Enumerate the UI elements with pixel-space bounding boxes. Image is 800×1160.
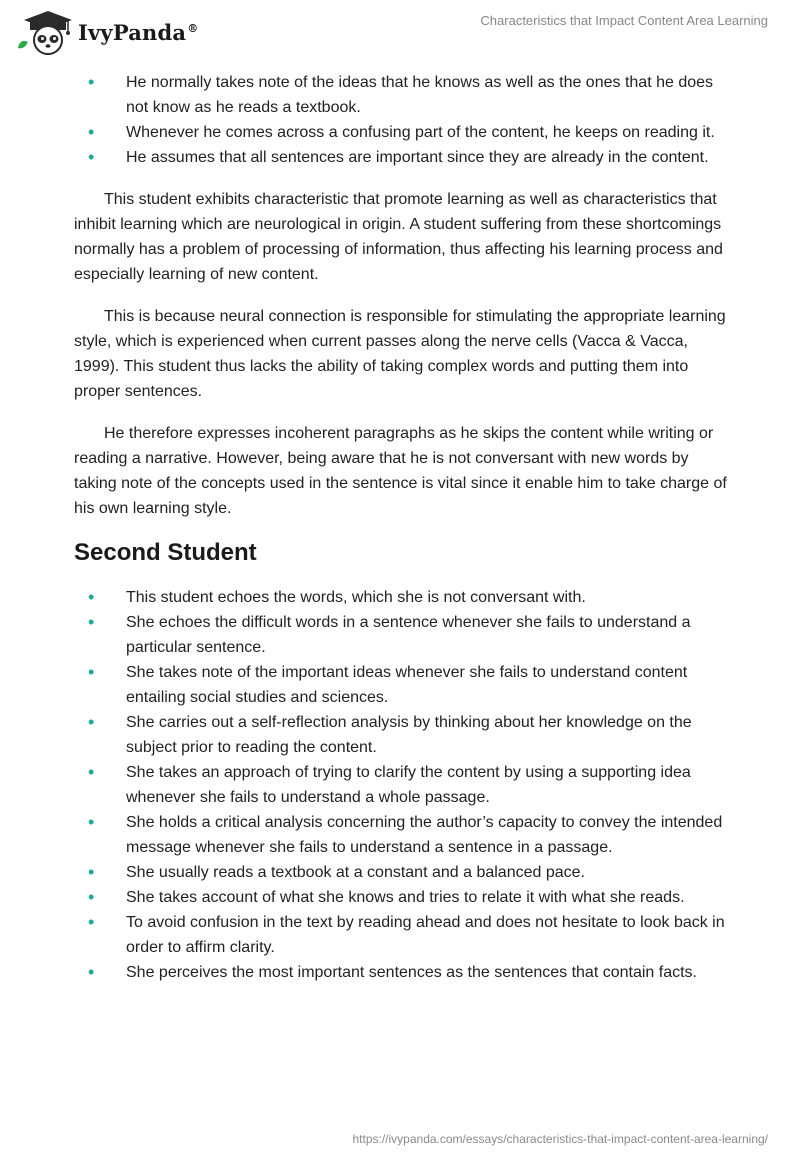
bullet-icon: • xyxy=(88,122,95,142)
bullet-icon: • xyxy=(88,862,95,882)
section-heading: Second Student xyxy=(74,539,257,566)
list-item: • She holds a critical analysis concerning the author’s capacity to convey the intended message whenever she fails to understand a sentence in a passage. xyxy=(88,812,723,856)
bullet-icon: • xyxy=(88,72,95,92)
list-item: • He normally takes note of the ideas that he knows as well as the ones that he does not know as he reads a textbook. xyxy=(88,72,714,116)
list-item: • She echoes the difficult words in a sentence whenever she fails to understand a particular sentence. xyxy=(88,612,691,656)
list-item: • She usually reads a textbook at a constant and a balanced pace. xyxy=(74,860,734,885)
paragraph: He therefore expresses incoherent paragraphs as he skips the content while writing or reading a narrative. However, being aware that he is not conversant with new words by taking note of the concepts used in the sentence is vital since it enable him to take charge of his own learning style. xyxy=(74,425,727,517)
second-student-list xyxy=(74,585,734,985)
paragraph: This student exhibits characteristic that promote learning as well as characteristics that inhibit learning which are neurological in origin. A student suffering from these shortcomings normally has a problem of processing of information, thus affecting his learning process and especially learning of new content. xyxy=(74,191,723,283)
bullet-icon: • xyxy=(88,587,95,607)
list-item: • She takes account of what she knows and tries to relate it with what she reads. xyxy=(74,885,734,910)
list-item: • She takes an approach of trying to clarify the content by using a supporting idea whenever she fails to understand a whole passage. xyxy=(88,762,691,806)
bullet-icon: • xyxy=(88,912,95,932)
bullet-icon: • xyxy=(88,612,95,632)
list-item: • She takes note of the important ideas whenever she fails to understand content entailing social studies and sciences. xyxy=(88,662,688,706)
first-student-list xyxy=(74,70,734,170)
essay-body xyxy=(74,70,734,985)
list-item: • She carries out a self-reflection analysis by thinking about her knowledge on the subject prior to reading the content. xyxy=(88,712,692,756)
brand-name: IvyPanda® xyxy=(78,19,199,45)
bullet-icon: • xyxy=(88,762,95,782)
ivypanda-logo[interactable] xyxy=(14,8,198,56)
list-item: • This student echoes the words, which she is not conversant with. xyxy=(74,585,734,610)
source-url[interactable]: https://ivypanda.com/essays/characteristics-that-impact-content-area-learning/ xyxy=(352,1132,768,1146)
list-item: • To avoid confusion in the text by reading ahead and does not hesitate to look back in order to affirm clarity. xyxy=(88,912,725,956)
bullet-icon: • xyxy=(88,147,95,167)
registered-mark: ® xyxy=(187,21,199,35)
bullet-icon: • xyxy=(88,712,95,732)
bullet-icon: • xyxy=(88,812,95,832)
panda-graduate-icon xyxy=(14,8,76,56)
bullet-icon: • xyxy=(88,662,95,682)
list-item: • She perceives the most important sentences as the sentences that contain facts. xyxy=(74,960,734,985)
bullet-icon: • xyxy=(88,962,95,982)
document-title: Characteristics that Impact Content Area Learning xyxy=(480,13,768,28)
list-item: • Whenever he comes across a confusing part of the content, he keeps on reading it. xyxy=(74,120,734,145)
list-item: • He assumes that all sentences are important since they are already in the content. xyxy=(74,145,734,170)
bullet-icon: • xyxy=(88,887,95,907)
paragraph: This is because neural connection is responsible for stimulating the appropriate learning style, which is experienced when current passes along the nerve cells (Vacca & Vacca, 1999). This student thus lacks the ability of taking complex words and putting them into proper sentences. xyxy=(74,308,726,400)
